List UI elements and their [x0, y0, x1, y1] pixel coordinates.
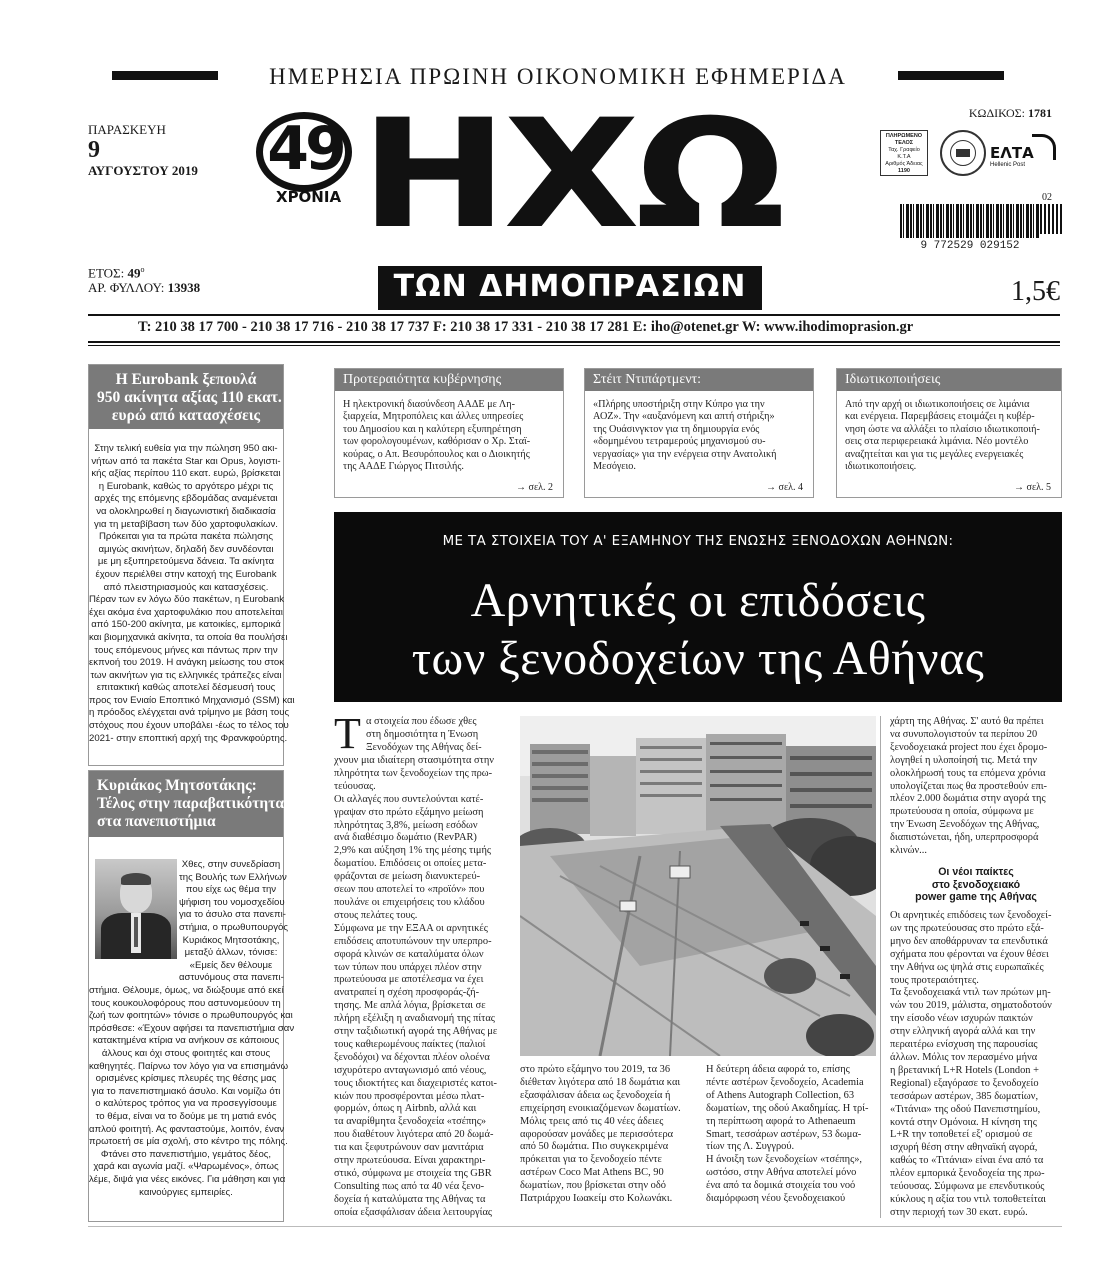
- headline-line: Αρνητικές οι επιδόσεις: [470, 574, 926, 627]
- teaser-page-ref[interactable]: → σελ. 4: [766, 482, 803, 493]
- body-line: Κυριάκος Μητσοτάκης,: [182, 934, 280, 946]
- square-photo-drawing: [520, 716, 876, 1056]
- barcode-icon: [900, 204, 1040, 238]
- body-line: κοντά στην Ομόνοια. Η κίνηση της: [890, 1116, 1037, 1128]
- body-line: ανατραπεί η σχέση προσφοράς-ζή-: [334, 987, 480, 999]
- body-line: στήμια, ο πρωθυπουργός: [179, 921, 289, 933]
- body-line: Πατριάρχου Ιωακείμ στο Κολωνάκι.: [520, 1193, 673, 1205]
- body-line: της ΑΑΔΕ Γιώργος Πιτσιλής.: [343, 461, 464, 473]
- body-line: στικό, σύμφωνα με στοιχεία της GBR: [334, 1168, 492, 1179]
- body-line: δοχεία ή καταλύματα της Αθήνας τα: [334, 1193, 486, 1205]
- body-line: Regional) εξαγόρασε το ξενοδοχείο: [890, 1077, 1039, 1089]
- body-line: ξενοδόχοι) να δέχονται πλέον ολοένα: [334, 1051, 490, 1063]
- body-line: ανά διαθέσιμο δωμάτιο (RevPAR): [334, 832, 477, 844]
- body-line: νηση ώστε να αλλάξει το πλαίσιο ιδιωτικοποιή-: [845, 423, 1040, 435]
- body-line: και βιομηχανικά ακίνητα, τα οποία θα πουλήσει: [89, 631, 288, 643]
- body-line: ιδιωτικοποιήσεις.: [845, 461, 917, 473]
- body-line: Από την αρχή οι ιδιωτικοποιήσεις σε λιμάνια: [845, 399, 1030, 410]
- body-line: λέμε, διψά για νέες εικόνες. Για μάθηση και για: [89, 1173, 286, 1185]
- body-line: πέντε αστέρων ξενοδοχείο, Academia: [706, 1076, 864, 1088]
- body-line: από 150-200 ακίνητα, με κατοικίες, εμπορικά: [91, 619, 281, 631]
- body-line: αφορούσαν μονάδες με περισσότερα: [520, 1128, 674, 1140]
- body-line: να συνυπολογιστούν τα περίπου 20: [890, 728, 1038, 740]
- article-dropcap: Τ: [334, 709, 361, 758]
- body-line: πρωτοετή σε μία σχολή, στο κέντρο της πόλης.: [89, 1136, 288, 1148]
- body-line: αναζητείται και για τις μεγάλες ενεργειακές: [845, 448, 1024, 460]
- body-line: των τύπων που υπάρχει πλέον στην: [334, 961, 482, 973]
- eurobank-body: [89, 429, 295, 745]
- body-line: ορισμένες κρίσιμες πλευρές της θέσης μας: [95, 1073, 277, 1085]
- body-line: απλού φοιτητή. Ας φανταστούμε, λοιπόν, έναν: [89, 1123, 285, 1135]
- body-line: «Πλήρης υποστήριξη στην Κύπρο για την: [593, 399, 765, 410]
- body-line: χάρτη της Αθήνας. Σ' αυτό θα πρέπει: [890, 716, 1044, 727]
- body-line: καινούργιες εμπειρίες.: [139, 1186, 233, 1198]
- body-line: ξιαρχεία, Μητροπόλεις και άλλες υπηρεσίες: [343, 411, 524, 423]
- issue-value: 13938: [167, 280, 201, 296]
- body-line: ωστόσο, στην Αθήνα αποτελεί μόνο: [706, 1167, 857, 1179]
- body-line: κής αξίας περίπου 110 εκατ. ευρώ, βρίσκεται: [91, 468, 281, 480]
- body-line: νήτων από τα πακέτα Star και Opus, λογιστι-: [91, 455, 281, 467]
- body-line: μεταξύ άλλων, τόνισε:: [184, 947, 278, 959]
- page-bottom-rule: [88, 1226, 1062, 1227]
- body-line: τους καθιερωμένους παίκτες (παλιοί: [334, 1038, 486, 1050]
- body-line: για τη μεταβίβαση των δύο χαρτοφυλακίων.: [94, 518, 278, 530]
- body-line: κατακτημένα κτίρια να ανήκουν σε κάποιους: [92, 1035, 280, 1047]
- article-col1: [334, 755, 514, 1220]
- barcode-addon-number: 02: [1042, 192, 1052, 203]
- body-line: η Eurobank, καθώς το αργότερο μέχρι τις: [98, 480, 274, 492]
- body-line: φορμών, όπως η Airbnb, αλλά και: [334, 1103, 477, 1115]
- stamp-line: Κ.Τ.Α: [897, 154, 911, 160]
- body-line: σεων που αποτελεί το «προϊόν» που: [334, 884, 485, 896]
- newspaper-logo: ΗΧΩ: [360, 88, 781, 262]
- body-line: Μεσόγειο.: [593, 461, 636, 473]
- body-line: Η άνοιξη των ξενοδοχείων «τσέπης»,: [706, 1154, 863, 1166]
- teaser-body: [335, 391, 563, 473]
- body-line: οποία εξασφάλισαν άδεια λειτουργίας: [334, 1206, 493, 1218]
- body-line: στην περιοχή των 30 εκατ. ευρώ.: [890, 1206, 1028, 1218]
- teaser-privatizations[interactable]: [836, 368, 1062, 498]
- newspaper-subtitle: ΤΩΝ ΔΗΜΟΠΡΑΣΙΩΝ: [378, 266, 762, 310]
- body-line: σχήματα που φέρονται να έχουν θέσει: [890, 948, 1049, 960]
- stamp-line: ΤΕΛΟΣ: [894, 140, 914, 146]
- body-line: που είχε ως θέμα την: [185, 884, 277, 896]
- body-line: Η ηλεκτρονική διασύνδεση ΑΑΔΕ με Λη-: [343, 399, 515, 410]
- body-line: τη περίπτωση αφορά το Athenaeum: [706, 1115, 856, 1127]
- body-line: «δομημένου τετραμερούς μηχανισμού συ-: [593, 436, 766, 448]
- body-line: «Τιτάνια» της οδού Πανεπιστημίου,: [890, 1103, 1041, 1115]
- body-line: ξενοδοχειακά project που έχει δρομο-: [890, 741, 1048, 753]
- teaser-state-department[interactable]: [584, 368, 814, 498]
- body-line: που διαθέτουν λιγότερα από 20 δωμά-: [334, 1129, 494, 1141]
- body-line: δωματίου. Επιδόσεις οι οποίες μετα-: [334, 858, 487, 870]
- body-line: επιχείρηση ενοικιαζόμενων δωματίων.: [520, 1102, 681, 1114]
- body-line: προς τον Ενιαίο Εποπτικό Μηχανισμό (SSM) και: [89, 694, 295, 706]
- body-line: τεύουσας. Σύμφωνα με επενδυτικούς: [890, 1181, 1045, 1193]
- body-line: ολοκλήρωσή τους τα επόμενα χρόνια: [890, 767, 1046, 779]
- body-line: να ολοκληρωθεί η διαγωνιστική διαδικασία: [96, 505, 276, 517]
- price: 1,5€: [1011, 276, 1060, 307]
- body-line: ζωή των φοιτητών» τόνισε ο πρωθυπουργός και: [89, 1010, 293, 1022]
- body-line: τίων της Λ. Συγγρού.: [706, 1141, 795, 1153]
- body-line: Η δεύτερη άδεια αφορά το, επίσης: [706, 1064, 850, 1075]
- body-line: τους προτεραιότητες.: [890, 974, 979, 986]
- body-line: Χθες, στην συνεδρίαση: [181, 859, 281, 870]
- main-headline: [334, 572, 1062, 688]
- body-line: στο πρώτο εξάμηνο του 2019, τα 36: [520, 1064, 671, 1075]
- body-line: ένα από τα δομικά στοιχεία του νοό: [706, 1180, 856, 1192]
- body-line: ΑΟΖ». Την «αυξανόμενη και απτή στήριξη»: [593, 411, 775, 423]
- paid-postage-stamp: [880, 130, 928, 176]
- teaser-head: Ιδιωτικοποιήσεις: [837, 369, 1061, 391]
- subhead-line: power game της Αθήνας: [915, 891, 1037, 903]
- body-line: τησης. Με απλά λόγια, βρίσκεται σε: [334, 1000, 486, 1012]
- body-line: στήμια. Θέλουμε, όμως, να διώξουμε από εκεί: [89, 985, 284, 996]
- body-line: Οι αρνητικές επιδόσεις των ξενοδοχεί-: [890, 910, 1052, 921]
- headline-line: Κυριάκος Μητσοτάκης:: [97, 777, 257, 794]
- masthead-rule-right: [898, 71, 1004, 80]
- mitsotakis-body: [89, 985, 295, 1199]
- body-line: αμιγώς ακινήτων, δηλαδή δεν συνδέονται: [98, 543, 274, 555]
- body-line: πουλάνε οι επιχειρήσεις του κλάδου: [334, 896, 485, 908]
- article-col4: [890, 716, 1062, 858]
- body-line: της Ουάσινγκτον για τη δημιουργία ενός: [593, 423, 760, 435]
- contact-rule-top: [88, 314, 1060, 316]
- elta-logo: [990, 130, 1060, 176]
- body-line: πληρότητας 3,8%, μείωση εσόδων: [334, 819, 478, 831]
- body-line: αρχές της επόμενης εβδομάδας αναμένεται: [94, 493, 278, 505]
- body-line: του Δημοσίου και η καλύτερη εξυπηρέτηση: [343, 423, 522, 435]
- body-line: χαρά και αγωνία μαζί. «Ψαρωμένος», όπως: [93, 1161, 279, 1173]
- subhead-line: στο ξενοδοχειακό: [931, 878, 1021, 891]
- code-value: 1781: [1028, 106, 1052, 120]
- body-line: τους κουκουλοφόρους που αστυνομεύουν τη: [91, 997, 281, 1009]
- syntagma-square-photo: [520, 716, 876, 1056]
- headline-line: ευρώ από κατασχέσεις: [111, 407, 261, 424]
- article-subhead: [890, 866, 1062, 904]
- body-line: της Βουλής των Ελλήνων: [179, 871, 287, 883]
- subhead-line: Οι νέοι παίκτες: [938, 866, 1014, 878]
- masthead-rule-left: [112, 71, 218, 80]
- body-line: Smart, τεσσάρων αστέρων, 53 δωμα-: [706, 1128, 862, 1140]
- body-line: φράζονται σε μείωση διανυκτερεύ-: [334, 871, 481, 883]
- month-year: ΑΥΓΟΥΣΤΟΥ 2019: [88, 163, 198, 178]
- body-line: of Athens Autograph Collection, 63: [706, 1089, 855, 1101]
- body-line: διέθεταν λιγότερα από 18 δωμάτια και: [520, 1076, 681, 1088]
- barcode-number: 9 772529 029152: [920, 240, 1020, 252]
- contact-rule-bottom-2: [88, 345, 1060, 346]
- years-badge-number: 49: [267, 114, 343, 184]
- body-line: εξασφάλισαν άδεια ως ξενοδοχεία ή: [520, 1089, 671, 1101]
- years-badge: [256, 112, 356, 208]
- body-line: άλλων. Μόλις τον περασμένο μήνα: [890, 1051, 1038, 1063]
- issue-meta: [88, 262, 288, 295]
- mitsotakis-photo: [95, 859, 177, 959]
- body-line: αστέρων Coco Mat Athens BC, 90: [520, 1167, 664, 1179]
- day-name: ΠΑΡΑΣΚΕΥΗ: [88, 122, 166, 137]
- body-line: ισχυρή θέση στην αθηναϊκή αγορά,: [890, 1142, 1038, 1154]
- year-value: 49: [127, 265, 141, 281]
- body-line: τα αναρίθμητα ξενοδοχεία «τσέπης»: [334, 1116, 487, 1128]
- main-headline-block: [334, 512, 1062, 702]
- body-line: νών του 2019, μάλιστα, σηματοδοτούν: [890, 1000, 1052, 1012]
- body-line: τια και ξεφυτρώνουν σαν μανιτάρια: [334, 1142, 484, 1154]
- body-line: από πλειστηριασμούς και κατασχέσεις.: [103, 581, 269, 593]
- headline-line: των ξενοδοχείων της Αθήνας: [411, 632, 985, 685]
- body-line: πληρότητα των ξενοδοχείων της πρω-: [334, 767, 493, 779]
- body-line: τους ιδιοκτήτες και διαχειριστές κατοι-: [334, 1077, 497, 1089]
- body-line: ισχυρότερο ανταγωνισμό από νέους,: [334, 1064, 487, 1076]
- body-line: Φτάνει στο πανεπιστήμιο, γεμάτος δέος,: [100, 1148, 272, 1160]
- body-line: από 50 δωμάτια. Πιο συγκεκριμένα: [520, 1141, 669, 1153]
- body-line: άλλους και όχι στους φοιτητές και στους: [101, 1047, 271, 1059]
- eurobank-headline: [89, 365, 283, 429]
- body-line: πρωτεύουσα με αποτέλεσμα να έχει: [334, 974, 484, 986]
- eurobank-story: [88, 364, 295, 766]
- body-line: κύκλους η αξία του ντιλ τοποθετείται: [890, 1193, 1046, 1205]
- body-line: πρόκειται για το ξενοδοχείο πέντε: [520, 1154, 662, 1166]
- body-line: για το πανεπιστημιακό άσυλο. Και νομίζω ότι: [91, 1085, 281, 1097]
- code-line: [900, 106, 1052, 121]
- body-line: αστυνόμους στα πανεπι-: [179, 972, 284, 984]
- year-sup: ο: [140, 265, 145, 274]
- body-line: δωματίων, που βρίσκεται στην οδό: [520, 1180, 666, 1192]
- body-line: Πέραν των εν λόγω δύο πακέτων, η Eurobank: [89, 594, 284, 606]
- mitsotakis-headline: [89, 771, 283, 837]
- mitsotakis-side-text: [179, 859, 289, 985]
- body-line: πρωτεύουσα η οποία, σύμφωνα με: [890, 806, 1034, 818]
- body-line: υπολογίζεται πως θα προστεθούν επι-: [890, 780, 1047, 792]
- body-line: διαπιστώνεται, ήδη, υπερπροσφορά: [890, 832, 1039, 844]
- body-line: Σύμφωνα με την ΕΞΑΑ οι αρνητικές: [334, 922, 488, 934]
- elta-sub: Hellenic Post: [990, 162, 1026, 168]
- headline-line: 950 ακίνητα αξίας 110 εκατ.: [97, 389, 282, 406]
- body-line: την είσοδο νέων ισχυρών παικτών: [890, 1013, 1033, 1025]
- teaser-government-priority[interactable]: [334, 368, 564, 498]
- body-line: καθώς το «Τιτάνια» είναι ένα από τα: [890, 1155, 1044, 1167]
- body-line: τους επόμενους μήνες και πάντως πριν την: [94, 644, 278, 656]
- body-line: διαμόρφωση νέου ξενοδοχειακού: [706, 1193, 846, 1205]
- body-line: κλινών...: [890, 845, 927, 857]
- body-line: κούρας, ο Απ. Βεσυρόπουλος και ο Διοικητής: [343, 448, 530, 460]
- union-seal-icon: [940, 130, 986, 176]
- main-kicker: ΜΕ ΤΑ ΣΤΟΙΧΕΙΑ ΤΟΥ Α' ΕΞΑΜΗΝΟΥ ΤΗΣ ΕΝΩΣΗΣ ΞΕΝΟΔΟΧΩΝ ΑΘΗΝΩΝ:: [442, 534, 954, 549]
- body-line: πρόσθεσε: «Έχουν αφήσει τα πανεπιστήμια σαν: [89, 1022, 295, 1034]
- body-line: «Εμείς δεν θέλουμε: [189, 959, 273, 971]
- teaser-page-ref[interactable]: → σελ. 2: [516, 482, 553, 493]
- stamp-line: ΠΛΗΡΩΜΕΝΟ: [885, 133, 923, 139]
- year-label: ΕΤΟΣ:: [88, 265, 125, 281]
- body-line: ων της πρωτεύουσας στο πρώτο εξά-: [890, 922, 1044, 934]
- body-line: επιδόσεις αποτυπώνουν την υπερπρο-: [334, 935, 492, 947]
- body-line: Οι αλλαγές που συντελούνται κατέ-: [334, 793, 484, 805]
- body-line: η βρετανική L+R Hotels (London +: [890, 1064, 1039, 1076]
- body-line: σεις στα περιφερειακά λιμάνια. Νέο μοντέλο: [845, 436, 1029, 448]
- body-line: έχει ακόμα ένα χαρτοφυλάκιο που αποτελείται: [89, 606, 283, 618]
- article-col4-lower: [890, 910, 1062, 1220]
- body-line: 2021- στην εποπτική αρχή της Φρανκφούρτης.: [89, 732, 288, 744]
- teaser-page-ref[interactable]: → σελ. 5: [1014, 482, 1051, 493]
- issue-date: [88, 122, 248, 178]
- body-line: έχουν περιέλθει στην κατοχή της Eurobank: [95, 568, 277, 580]
- body-line: δωματίων, της οδού Ακαδημίας. Η τρί-: [706, 1102, 869, 1114]
- body-line: στην ταξιδιωτική αγορά της Αθήνας με: [334, 1026, 498, 1038]
- body-line: Consulting πως από τα 40 νέα ξενο-: [334, 1180, 485, 1192]
- issue-label: ΑΡ. ΦΥΛΛΟΥ:: [88, 280, 165, 296]
- article-col3: [706, 1064, 878, 1206]
- body-line: σφορά κλινών σε καταλύματα όλων: [334, 948, 484, 960]
- article-col1-top: [366, 716, 512, 755]
- stamp-line: Ταχ. Γραφείο: [888, 147, 920, 153]
- contact-line: Τ: 210 38 17 700 - 210 38 17 716 - 210 38 17 737 F: 210 38 17 331 - 210 38 17 281 E: iho@otenet.gr W: www.ihodimoprasion.gr: [138, 319, 914, 335]
- body-line: ψήφιση του νομοσχεδίου: [179, 896, 285, 908]
- body-line: την Ένωση Ξενοδόχων της Αθήνας,: [890, 819, 1040, 831]
- body-line: λογηθεί η υλοποίησή τις. Μετά την: [890, 754, 1038, 766]
- body-line: πλήρη εξέλιξη η αναδιανομή της πίτας: [334, 1013, 495, 1025]
- teaser-head: Προτεραιότητα κυβέρνησης: [335, 369, 563, 391]
- body-line: χνουν μια ιδιαίτερη στασιμότητα στην: [334, 755, 494, 766]
- barcode-addon: [1040, 204, 1062, 234]
- teaser-head: Στέιτ Ντιπάρτμεντ:: [585, 369, 813, 391]
- year-line: [88, 262, 288, 280]
- body-line: κιών που προσφέρονται μέσω πλατ-: [334, 1090, 485, 1102]
- elta-label: ΕΛΤΑ: [990, 144, 1034, 162]
- body-line: Στην τελική ευθεία για την πώληση 950 ακι-: [94, 443, 278, 454]
- body-line: στην ελληνική αγορά αλλά και την: [890, 1026, 1036, 1038]
- headline-line: στα πανεπιστήμια: [97, 813, 216, 830]
- mitsotakis-story: [88, 770, 295, 1222]
- body-line: των ακινήτων για τις ελληνικές τράπεζες είναι: [90, 669, 282, 681]
- body-line: περαιτέρω ενίσχυση της παρουσίας: [890, 1039, 1038, 1051]
- body-line: πλέον εμπορικά ξενοδοχεία της πρω-: [890, 1168, 1045, 1180]
- body-line: η πρόοδος ελέγχεται ανά τρίμηνο με βάση τους: [89, 707, 290, 719]
- body-line: α στοιχεία που έδωσε χθες: [366, 716, 477, 727]
- body-line: την Αθήνα ως ψηλά στις ευρωπαϊκές: [890, 961, 1044, 973]
- hermes-icon: [1032, 134, 1056, 160]
- years-badge-label: ΧΡΟΝΙΑ: [276, 188, 342, 206]
- stamp-line: Αριθμός Άδειας: [885, 161, 923, 167]
- body-line: με μη εξυπηρετούμενα δάνεια. Τα ακίνητα: [97, 556, 275, 568]
- body-line: τεύουσας.: [334, 780, 376, 792]
- headline-line: Η Eurobank ξεπουλά: [115, 371, 257, 388]
- body-line: πλέον 2.000 δωμάτια στην αγορά της: [890, 793, 1046, 805]
- body-line: Ξενοδόχων της Αθήνας δεί-: [366, 741, 482, 753]
- teaser-body: [585, 391, 813, 473]
- body-line: μηνο δεν αποθάρρυναν τα επενδυτικά: [890, 935, 1048, 947]
- body-line: ο καλύτερος τρόπος για να προσεγγίσουμε: [95, 1098, 277, 1110]
- masthead-tagline: ΗΜΕΡΗΣΙΑ ΠΡΩΙΝΗ ΟΙΚΟΝΟΜΙΚΗ ΕΦΗΜΕΡΙΔΑ: [269, 64, 847, 89]
- body-line: 2,9% και αύξηση 1% της μέσης τιμής: [334, 845, 492, 857]
- headline-line: Τέλος στην παραβατικότητα: [97, 795, 285, 812]
- body-line: νεργασίας» για την ενέργεια στην Ανατολική: [593, 448, 777, 460]
- body-line: γραψαν στο πρώτο εξάμηνο μείωση: [334, 806, 484, 818]
- body-line: Πρόκειται για τα πρώτα πακέτα πώλησης: [99, 531, 273, 543]
- body-line: στους πελάτες τους.: [334, 909, 418, 921]
- article-col2: [520, 1064, 696, 1206]
- body-line: στη δημοσιότητα η Ένωση: [366, 728, 479, 740]
- body-line: και ενέργεια. Παρεμβάσεις ετοιμάζει η κυβέρ-: [845, 411, 1035, 423]
- issue-line: [88, 280, 288, 295]
- body-line: στόχους που έχουν υποβάλει -έως το τέλος του: [89, 720, 289, 732]
- body-line: τεσσάρων αστέρων, 385 δωματίων,: [890, 1090, 1039, 1102]
- body-line: Τα ξενοδοχειακά ντιλ των πρώτων μη-: [890, 987, 1051, 999]
- body-line: στην πρωτεύουσα. Είναι χαρακτηρι-: [334, 1155, 486, 1167]
- contact-rule-bottom: [88, 341, 1060, 343]
- teaser-body: [837, 391, 1061, 473]
- body-line: για το άσυλο στα πανεπι-: [179, 909, 286, 921]
- column-rule: [880, 716, 881, 1218]
- body-line: το θέμα, είναι να το δούμε με τη ματιά ενός: [95, 1110, 277, 1122]
- body-line: καθηγητές. Παίρνω τον λόγο για να επισημάνω: [89, 1060, 289, 1072]
- body-line: επιτακτική καθώς αποτελεί δέσμευσή τους: [96, 682, 276, 694]
- code-label: ΚΩΔΙΚΟΣ:: [968, 106, 1025, 120]
- day-number: 9: [88, 137, 100, 163]
- body-line: εκπνοή του 2019. Η ανάγκη μείωσης του στοκ: [89, 657, 285, 669]
- stamp-line: 1190: [898, 168, 910, 174]
- body-line: των φορολογουμένων, καθόρισαν ο Χρ. Σταϊ-: [343, 436, 531, 448]
- body-line: L+R την τοποθετεί εξ' ορισμού σε: [890, 1129, 1033, 1141]
- body-line: Μόλις τρεις από τις 40 νέες άδειες: [520, 1115, 664, 1127]
